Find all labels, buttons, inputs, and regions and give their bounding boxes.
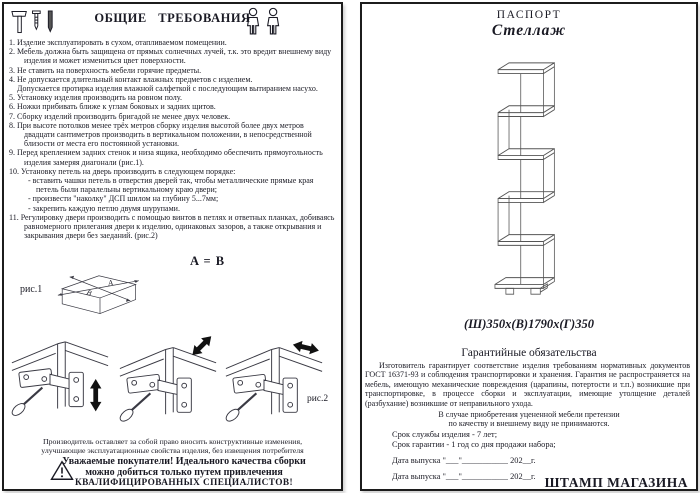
shelf-drawing <box>484 56 570 302</box>
requirement-item: 11. Регулировку двери производить с помощью винтов в петлях и ответных планках, добиваясь равномерного прилегания двери к изделию, одинаковых зазоров, а также открывания и закрывания двери без заеданий. (рис.2) <box>9 212 335 241</box>
date-line-1: Дата выпуска "___"___________ 202__г. <box>392 456 536 465</box>
requirement-item: 10. Установку петель на дверь производить в следующем порядке: <box>9 166 236 176</box>
warranty-period: Срок гарантии - 1 год со дня продажи набора; <box>392 440 556 449</box>
manufacturer-note <box>4 437 341 455</box>
requirement-item: 6. Ножки прибивать ближе к углам боковых и задних щитов. <box>9 102 216 112</box>
ab-equation: A = B <box>190 254 226 268</box>
requirement-subitem: - произвести "наколку" ДСП шилом на глубину 5...7мм; <box>28 194 219 204</box>
warning-line1: Уважаемые покупатели! Идеального качества сборки <box>62 456 306 467</box>
passport-title: ПАСПОРТ <box>496 9 562 21</box>
diagonal-b-label: B <box>85 287 93 298</box>
fig1-label: рис.1 <box>20 284 43 295</box>
requirement-subitem: - закрепить каждую петлю двумя шурупами. <box>28 203 180 213</box>
two-people-icon <box>242 7 286 38</box>
hinge-diagram-horizontal <box>224 330 324 428</box>
requirement-item: 7. Сборку изделий производить бригадой не менее двух человек. <box>9 111 231 121</box>
requirement-subitem: - вставить чашки петель в отверстия дверей так, чтобы металлические прямые края петель были паралельны вертикальному краю двери; <box>28 176 314 195</box>
shop-stamp: ШТАМП МАГАЗИНА <box>544 475 688 490</box>
warranty-title: Гарантийные обязательства <box>461 347 597 359</box>
requirement-item: 2. Мебель должна быть защищена от прямых солнечных лучей, т.к. это вредит внешнему виду изделия и может измениться цвет поверхности. <box>9 47 332 66</box>
requirement-item: Допускается протирка изделия влажной салфеткой с последующим вытиранием насухо. <box>17 84 318 94</box>
warranty-text: Изготовитель гарантирует соответствие изделия требованиям нормативных документов ГОСТ 16371-93 и соблюдения транспортировки и хранения. Гарантия не распространяется на мебель, имеющую механические повреждения (царапины, потертости и т.п.) возникшие при транспортировке, в процессе сборки и эксплуатации, имеющие утолщение деталей (разбухание) возникшие от неправильного ухода. <box>365 361 690 408</box>
passport-page <box>360 2 698 491</box>
page-title: ОБЩИЕ ТРЕБОВАНИЯ <box>94 11 251 25</box>
discount-note <box>362 410 696 429</box>
fig1-drawing <box>46 252 154 332</box>
discount-note-line1: В случае приобретения уцененной мебели претензии <box>438 410 620 419</box>
requirement-item: 5. Установку изделия производить на ровном полу. <box>9 93 182 103</box>
quality-warning <box>44 457 324 489</box>
hinge-diagram-diagonal <box>118 330 218 428</box>
date-line-2: Дата выпуска "___"___________ 202__г. <box>392 472 536 481</box>
fig2-label: рис.2 <box>307 394 329 404</box>
requirement-item: 1. Изделие эксплуатировать в сухом, отапливаемом помещении. <box>9 38 227 47</box>
manufacturer-note-line2: улучшающие эксплуатационные свойства изделия, без извещения потребителя <box>41 446 304 455</box>
requirement-item: 9. Перед креплением задних стенок и низа ящика, необходимо обеспечить прямоугольность изделия замеряя диагонали (рис.1). <box>9 148 323 167</box>
requirement-item: 8. При высоте потолков менее трёх метров сборку изделия высотой более двух метров двадцати сантиметров производить в вертикальном положении, в непосредственной близости от места его постоянной установки. <box>9 120 312 149</box>
discount-note-line2: по качеству и внешнему виду не принимаются. <box>448 419 610 429</box>
requirement-item: 4. Не допускается длительный контакт влажных предметов с изделием. <box>9 74 253 84</box>
general-requirements-page <box>2 2 343 491</box>
hinge-diagram-vertical <box>10 330 110 428</box>
service-life: Срок службы изделия - 7 лет; <box>392 430 498 439</box>
manufacturer-note-line1: Производитель оставляет за собой право вносить конструктивные изменения, <box>42 437 303 446</box>
warning-line2: можно добиться только путем привлечения <box>85 466 283 478</box>
requirement-item: 3. Не ставить на поверхность мебели горячие предметы. <box>9 65 202 75</box>
product-dimensions: (Ш)350х(В)1790х(Г)350 <box>464 317 594 331</box>
product-name: Стеллаж <box>491 22 567 39</box>
warning-line3: КВАЛИФИЦИРОВАННЫХ СПЕЦИАЛИСТОВ! <box>75 478 293 488</box>
diagonal-a-label: A <box>107 277 114 288</box>
requirements-list <box>9 38 336 240</box>
